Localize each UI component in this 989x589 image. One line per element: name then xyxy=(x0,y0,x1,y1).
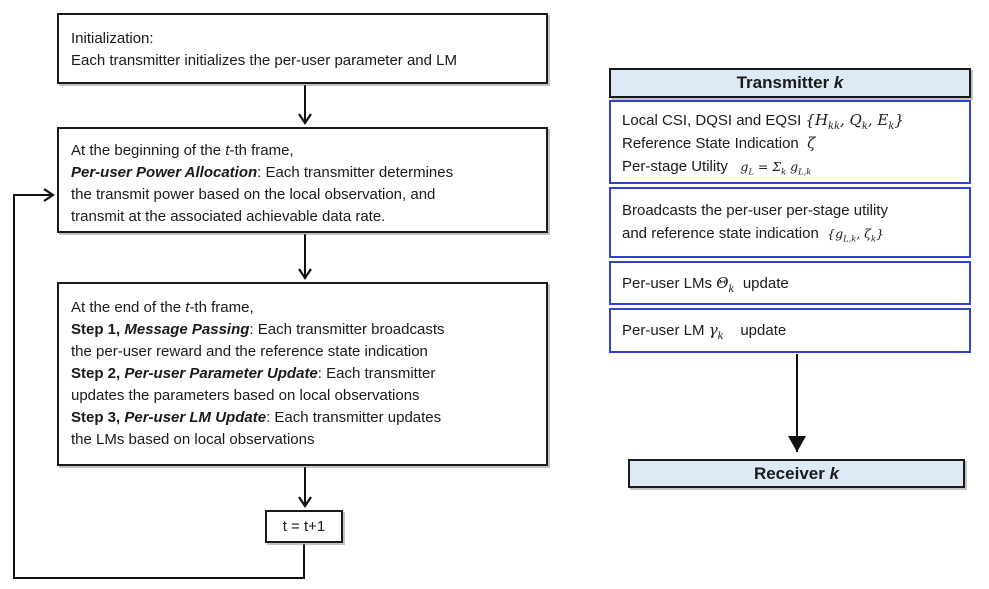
transmitter-header xyxy=(609,68,971,98)
transmitter-section-broadcast: Broadcasts the per-user per-stage utility and reference state indication {$g_{L,k}$, $\zeta_k$} xyxy=(609,187,971,258)
flowchart-box-time-increment: t = t+1 xyxy=(265,510,343,543)
flowchart-box-power-allocation: At the beginning of the t-th frame, Per-user Power Allocation: Each transmitter determines the transmit power based on the local observation, and transmit at the associated achievable data rate. xyxy=(57,127,548,233)
receiver-box xyxy=(628,459,965,488)
transmitter-section-lm-update: Per-user LM $\gamma_k$ update xyxy=(609,308,971,353)
transmitter-section-csi-dqsi-eqsi: Local CSI, DQSI and EQSI {$H_{kk}$, $Q_k$, $E_k$} Reference State Indication ζ Per-stage Utility $g_L = \Sigma_k$ $g_{L,k}$ xyxy=(609,100,971,184)
transmitter-section-lms-update: Per-user LMs $\Theta_k$ update xyxy=(609,261,971,305)
transmitter-title: Transmitter k xyxy=(736,73,844,92)
receiver-title: Receiver k xyxy=(753,463,840,483)
flowchart-box-frame-end-steps: At the end of the t-th frame, Step 1, Message Passing: Each transmitter broadcasts the per-user reward and the reference state indication Step 2, Per-user Parameter Update: Each transmitter updates the parameters based on local observations Step 3, Per-user LM Update: Each transmitter updates the LMs based on local observations xyxy=(57,282,548,466)
flowchart-box-initialization: Initialization: Each transmitter initializes the per-user parameter and LM xyxy=(57,13,548,84)
